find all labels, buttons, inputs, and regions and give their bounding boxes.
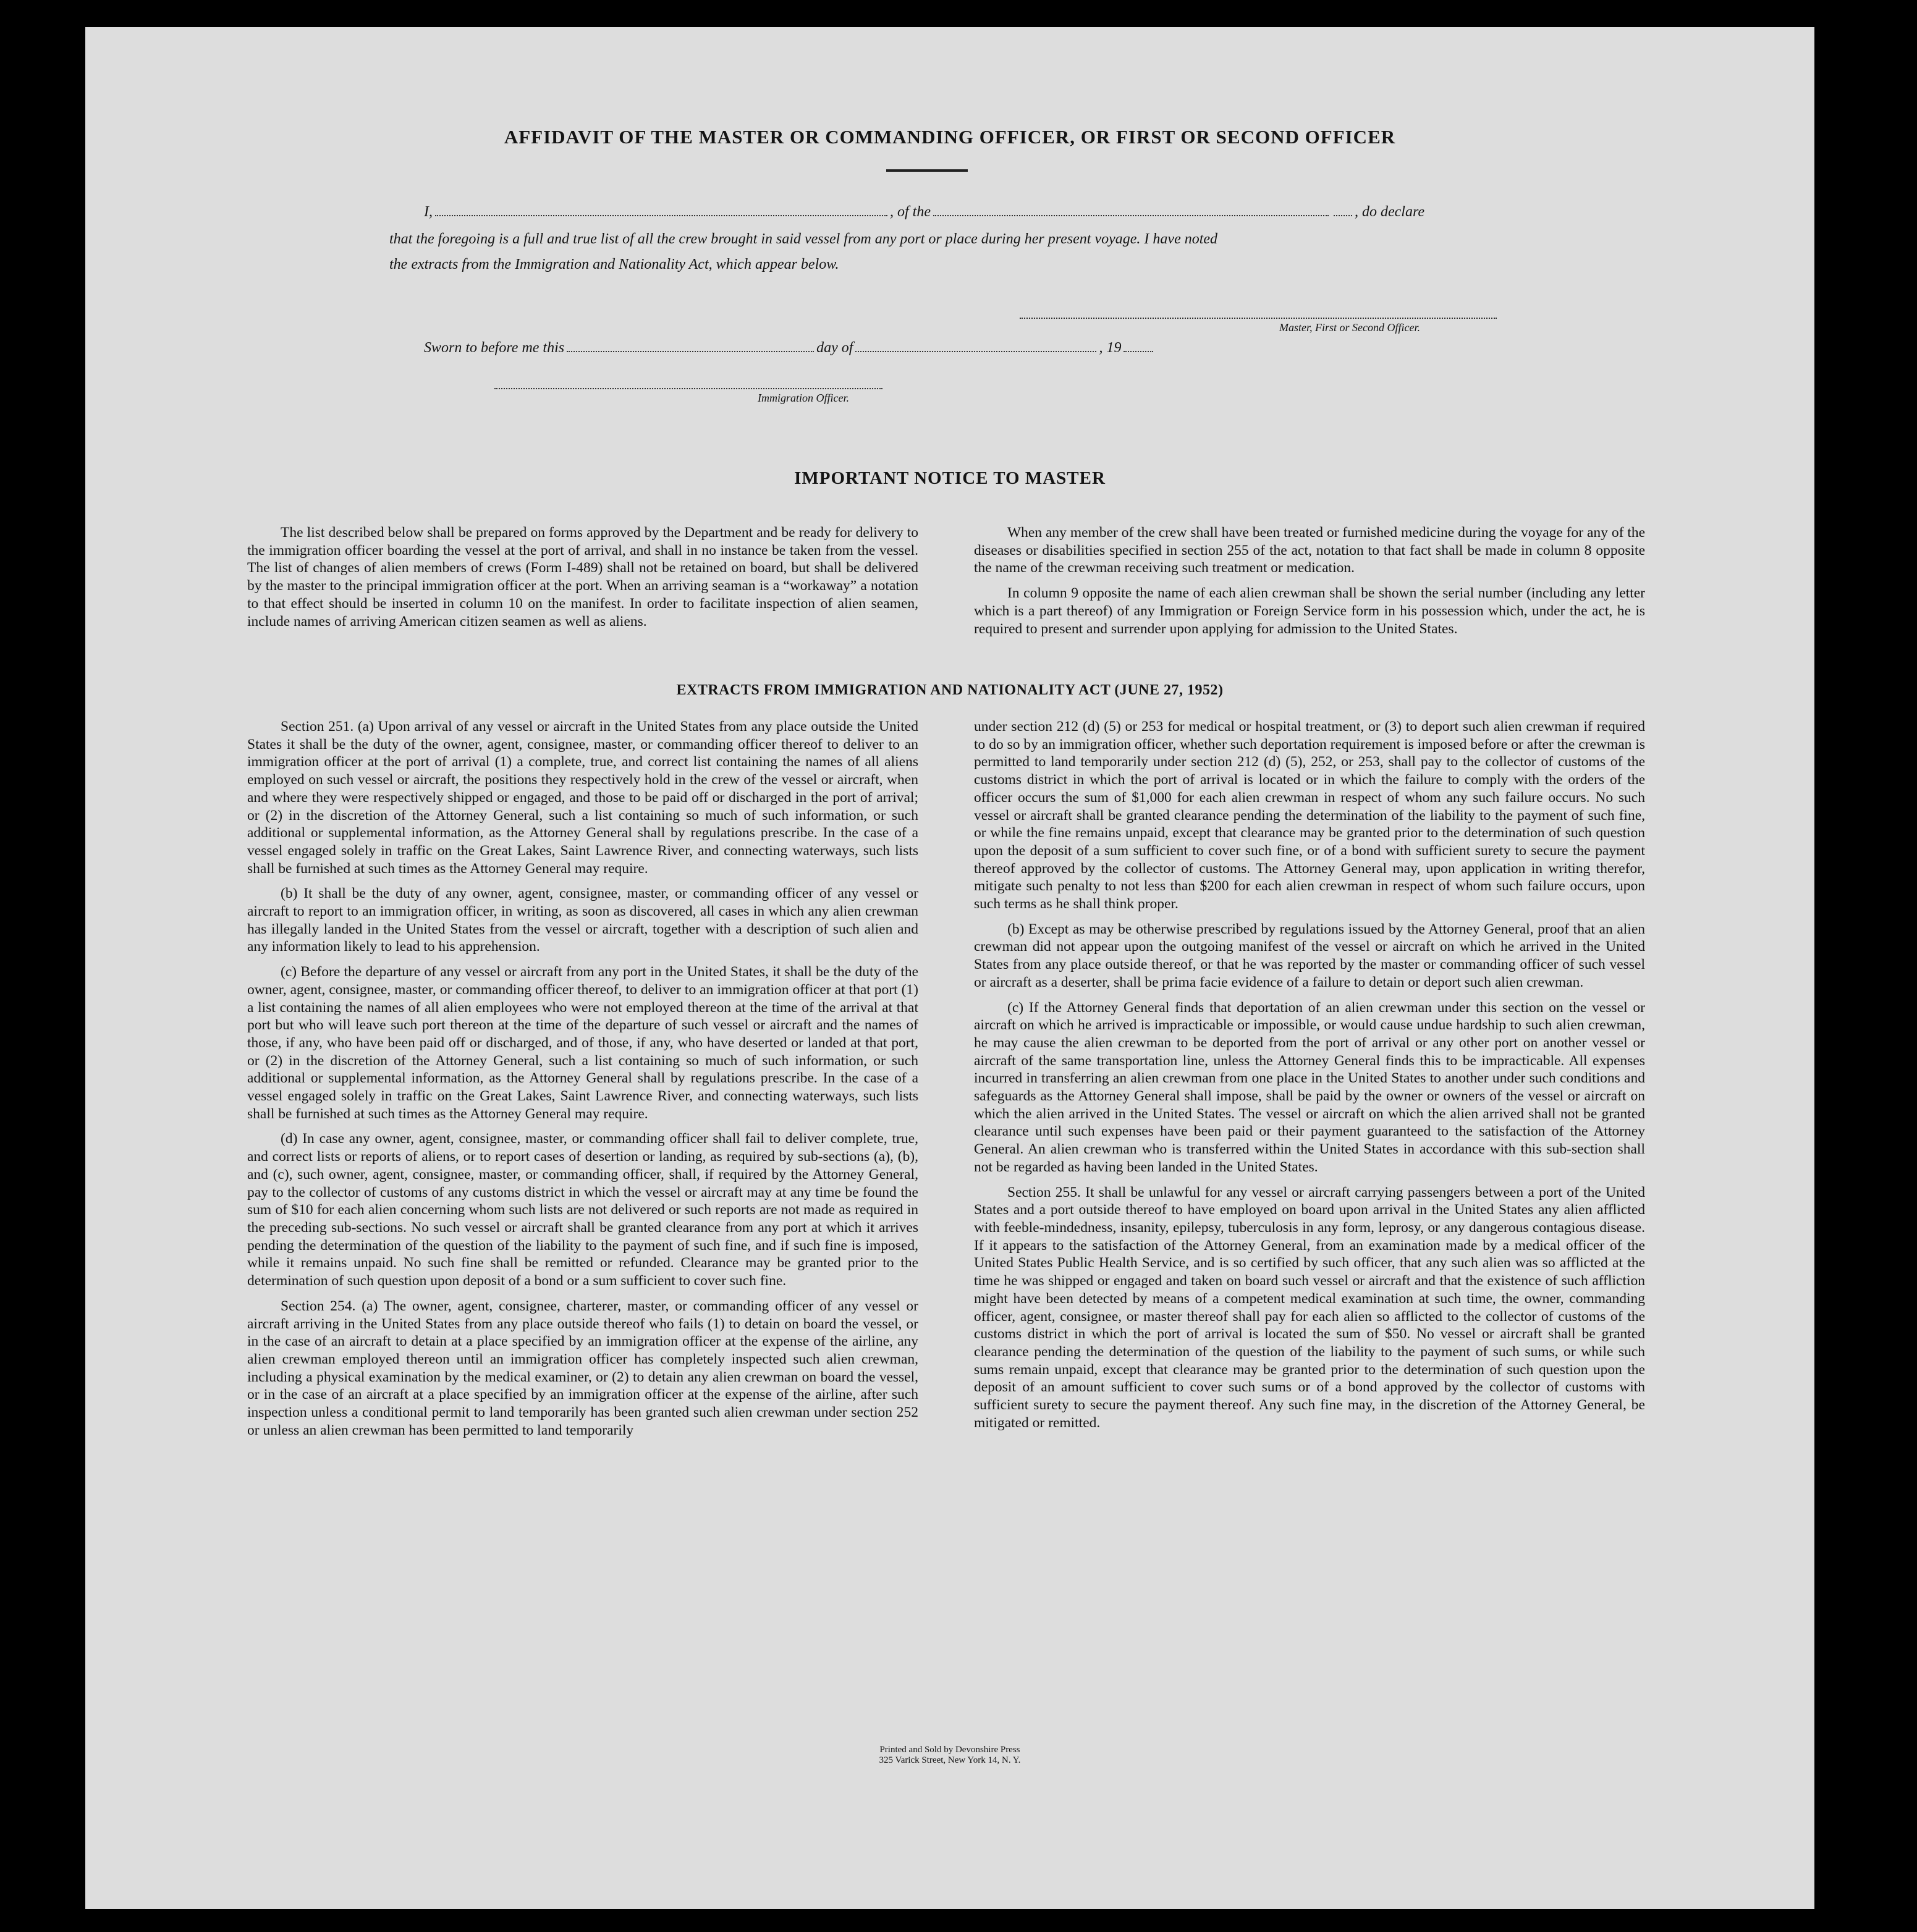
notice-right-paragraph-2: In column 9 opposite the name of each alien crewman shall be shown the serial number (including any letter which is a part thereof) of any Immigration or Foreign Service form in his possession which, under the act, he is required to present and surrender upon applying for admission to the United States. [974,585,1645,637]
vessel-field-tail [1334,215,1352,216]
declaration-line-3: the extracts from the Immigration and Nationality Act, which appear below. [389,256,839,272]
extract-section-254a: Section 254. (a) The owner, agent, consignee, charterer, master, or commanding officer of any vessel or aircraft arriving in the United States from any place outside thereof who fails (1) to detain on board the vessel, or in the case of an aircraft to detain at a place specified by an immigration officer at the expense of the airline, any alien crewman employed thereon until an immigration officer has completely inspected such alien crewman, including a physical examination by the medical examiner, or (2) to detain any alien crewman on board the vessel, or in the case of an aircraft at a place specified by an immigration officer at the expense of the airline, after such inspection unless a conditional permit to land temporarily has been granted such alien crewman under section 252 or unless an alien crewman has been permitted to land temporarily [247,1297,918,1438]
sworn-day-field[interactable] [567,351,814,352]
of-the-label: , of the [890,204,931,220]
extract-section-255: Section 255. It shall be unlawful for any vessel or aircraft carrying passengers between a port of the United States and a port outside thereof to have employed on board upon arrival in the United States any alien afflicted with feeble-mindedness, insanity, epilepsy, tuberculosis in any form, leprosy, or any dangerous contagious disease. If it appears to the satisfaction of the Attorney General, from an examination made by a medical officer of the United States Public Health Service, and is so certified by such officer, that any such alien was so afflicted at the time he was shipped or engaged and taken on board such vessel or aircraft and that the existence of such affliction might have been detected by means of a competent medical examination at such time, the owner, commanding officer, agent, consignee, or master thereof shall pay for each alien so afflicted to the collector of customs of the customs district in which the port of arrival is located the sum of $50. No vessel or aircraft shall be granted clearance pending the determination of the question of the liability to the payment of such sums, or while such sums remain unpaid, except that clearance may be granted prior to the determination of such question upon the deposit of an amount sufficient to cover such sums or of a bond approved by the collector of customs with sufficient surety to secure the payment thereof. Any such fine may, in the discretion of the Attorney General, be mitigated or remitted. [974,1184,1645,1431]
do-declare-label: , do declare [1355,204,1425,220]
notice-right-paragraph-1: When any member of the crew shall have been treated or furnished medicine during the voyage for any of the diseases or disabilities specified in section 255 of the act, notation to that fact shall be made in column 8 opposite the name of the crewman receiving such treatment or medication. [974,525,1645,576]
title-divider [886,169,968,172]
declaration-line-1 [424,204,1424,221]
vessel-field[interactable] [933,215,1329,216]
extract-section-254a-cont: under section 212 (d) (5) or 253 for medical or hospital treatment, or (3) to deport such alien crewman if required to do so by an immigration officer, whether such deportation requirement is imposed before or after the crewman is permitted to land temporarily under section 212 (d) (5), 252, or 253, shall pay to the collector of customs of the customs district in which the port of arrival is located or in which the failure to comply with the orders of the officer occurs the sum of $1,000 for each alien crewman in respect of whom any such failure occurs. No such vessel or aircraft shall be granted clearance pending the determination of the liability to the payment of such fine, or while the fine remains unpaid, except that clearance may be granted prior to the determination of such question upon the deposit of a sum sufficient to cover such fine, or of a bond with sufficient surety to secure the payment thereof approved by the collector of customs. The Attorney General may, upon application in writing therefor, mitigate such penalty to not less than $200 for each alien crewman in respect of whom such failure occurs, upon such terms as he shall think proper. [974,719,1645,913]
extracts-left-column [247,718,918,1446]
extracts-title: EXTRACTS FROM IMMIGRATION AND NATIONALITY ACT (JUNE 27, 1952) [676,682,1224,698]
officer-signature-caption: Immigration Officer. [758,392,849,404]
printer-imprint-line-2: 325 Varick Street, New York 14, N. Y. [879,1755,1021,1765]
extract-section-254b: (b) Except as may be otherwise prescribed by regulations issued by the Attorney General, proof that an alien crewman did not appear upon the outgoing manifest of the vessel or aircraft on which he arrived in the United States from any place outside thereof, or that he was reported by the master or commanding officer of such vessel or aircraft as a deserter, shall be prima facie evidence of a failure to detain or deport such alien crewman. [974,921,1645,990]
master-signature-line[interactable] [1020,318,1497,319]
declaration-i: I, [424,204,433,220]
extracts-right-column [974,718,1645,1439]
extract-section-254c: (c) If the Attorney General finds that deportation of an alien crewman under this section on the vessel or aircraft on which he arrived is impracticable or impossible, or would cause undue hardship to such alien crewman, he may cause the alien crewman to be deported from the port of arrival or any other port on another vessel or aircraft of the same transportation line, unless the Attorney General finds this to be impracticable. All expenses incurred in transferring an alien crewman from one place in the United States to another under such conditions and safeguards as the Attorney General shall impose, shall be paid by the owner or owners of the vessel or aircraft on which the alien arrived in the United States. The vessel or aircraft on which the alien arrived shall not be granted clearance until such expenses have been paid or their payment guaranteed to the satisfaction of the Attorney General. An alien crewman who is transferred within the United States in accordance with this sub-section shall not be regarded as having been landed in the United States. [974,999,1645,1175]
declaration-line-2: that the foregoing is a full and true list of all the crew brought in said vessel from any port or place during her present voyage. I have noted [389,231,1218,247]
printer-imprint [85,1745,1814,1766]
officer-signature-line[interactable] [494,388,882,389]
notice-left-column [247,524,918,638]
printer-imprint-line-1: Printed and Sold by Devonshire Press [879,1745,1020,1755]
sworn-label: Sworn to before me this [424,340,565,356]
year-label: , 19 [1099,340,1122,356]
master-signature-caption: Master, First or Second Officer. [1279,321,1420,334]
extract-section-251d: (d) In case any owner, agent, consignee, master, or commanding officer shall fail to deliver complete, true, and correct lists or reports of aliens, or to report cases of desertion or landing, as required by sub-sections (a), (b), and (c), such owner, agent, consignee, master, or commanding officer, shall, if required by the Attorney General, pay to the collector of customs of any customs district in which the vessel or aircraft may at any time be found the sum of $10 for each alien concerning whom such lists are not delivered or such reports are not made as required in the preceding sub-sections. No such vessel or aircraft shall be granted clearance from any port at which it arrives pending the determination of the question of the liability to the payment of such fine, and if such fine is imposed, while it remains unpaid. No such fine shall be remitted or refunded. Clearance may be granted prior to the determination of such question upon deposit of a bond or a sum sufficient to cover such fine. [247,1131,918,1289]
notice-title: IMPORTANT NOTICE TO MASTER [794,468,1106,488]
sworn-line [424,340,1156,356]
notice-left-paragraph: The list described below shall be prepared on forms approved by the Department and be ready for delivery to the immigration officer boarding the vessel at the port of arrival, and shall in no instance be taken from the vessel. The list of changes of alien members of crews (Form I-489) shall not be retained on board, but shall be delivered by the master to the principal immigration officer at the port. When an arriving seaman is a “workaway” a notation to that effect should be inserted in column 10 on the manifest. In order to facilitate inspection of alien seamen, include names of arriving American citizen seamen as well as aliens. [247,525,918,630]
extract-section-251c: (c) Before the departure of any vessel or aircraft from any port in the United States, it shall be the duty of the owner, agent, consignee, master, or commanding officer thereof, to deliver to an immigration officer at that port (1) a list containing the names of all alien employees who were not employed thereon at the time of the arrival at that port but who will leave such port thereon at the time of the departure of such vessel or aircraft and the names of those, if any, who have been paid off or discharged, and of those, if any, who have deserted or landed at that port, or (2) in the discretion of the Attorney General, such a list containing so much of such information, or such additional or supplemental information, as the Attorney General shall by regulations prescribe. In the case of a vessel engaged solely in traffic on the Great Lakes, Saint Lawrence River, and connecting waterways, such lists shall be furnished at such times as the Attorney General may require. [247,964,918,1122]
name-field[interactable] [435,215,887,216]
sworn-month-field[interactable] [855,351,1096,352]
day-of-label: day of [816,340,853,356]
document-page [85,27,1814,1909]
extract-section-251b: (b) It shall be the duty of any owner, agent, consignee, master, or commanding officer of any vessel or aircraft to report to an immigration officer, in writing, as soon as discovered, all cases in which any alien crewman has illegally landed in the United States from the vessel or aircraft, together with a description of such alien and any information likely to lead to his apprehension. [247,885,918,955]
extract-section-251a: Section 251. (a) Upon arrival of any vessel or aircraft in the United States from any place outside the United States it shall be the duty of the owner, agent, consignee, master, or commanding officer thereof to deliver to an immigration officer at the port of arrival (1) a complete, true, and correct list containing the names of all aliens employed on such vessel or aircraft, the positions they respectively hold in the crew of the vessel or aircraft, when and where they were respectively shipped or engaged, and those to be paid off or discharged in the port of arrival; or (2) in the discretion of the Attorney General, such a list containing so much of such information, or such additional or supplemental information, as the Attorney General shall by regulations prescribe. In the case of a vessel engaged solely in traffic on the Great Lakes, Saint Lawrence River, and connecting waterways, such lists shall be furnished at such times as the Attorney General may require. [247,719,918,877]
affidavit-title: AFFIDAVIT OF THE MASTER OR COMMANDING OFFICER, OR FIRST OR SECOND OFFICER [504,126,1396,148]
sworn-year-field[interactable] [1124,351,1153,352]
notice-right-column [974,524,1645,645]
